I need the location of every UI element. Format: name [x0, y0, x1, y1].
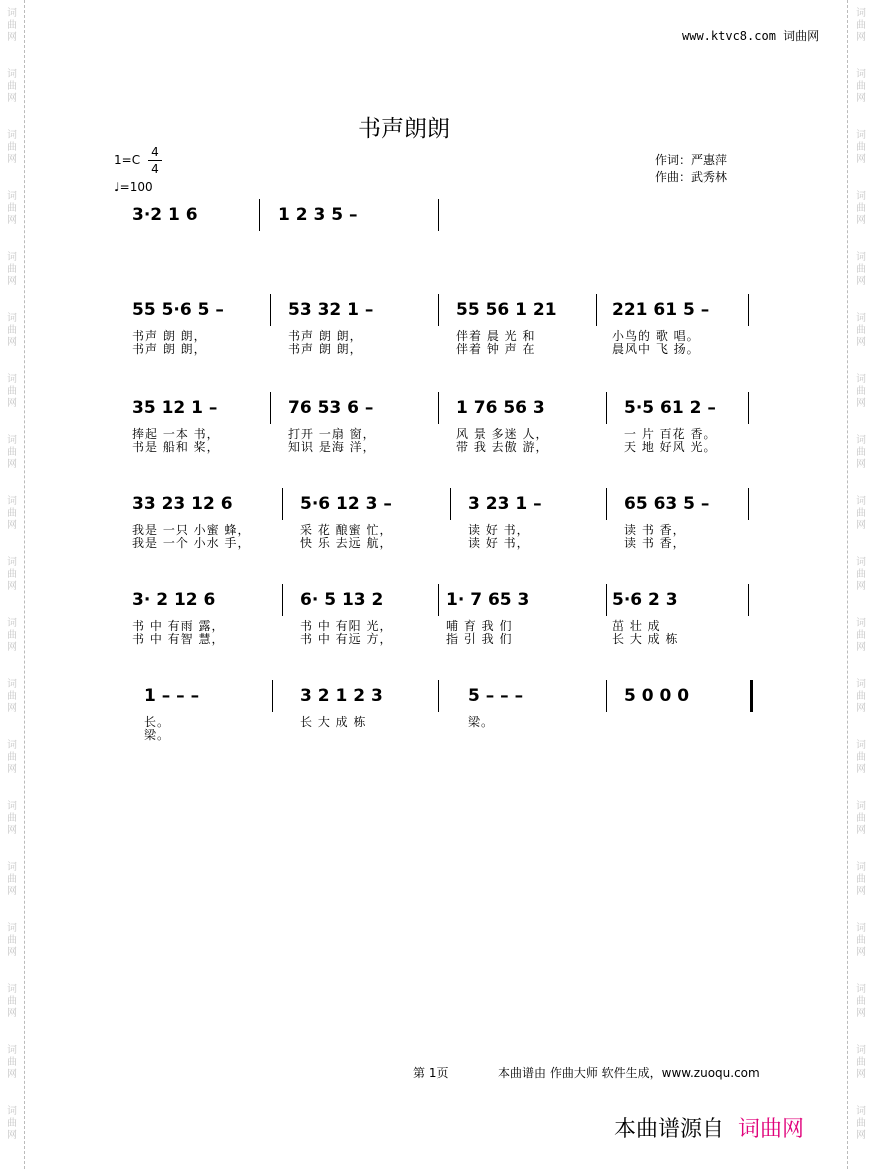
barline [438, 584, 439, 616]
lyric-verse-2: 伴着 钟 声 在 [456, 342, 536, 356]
watermark-text: 词 曲 网 [856, 435, 866, 470]
watermark-text: 词 曲 网 [856, 1045, 866, 1080]
measure-notes: 3·2 1 6 [132, 205, 198, 225]
measure-notes: 3 2 1 2 3 [300, 686, 383, 706]
barline [748, 488, 749, 520]
lyric-verse-1: 茁 壮 成 [612, 619, 661, 633]
watermark-text: 词 曲 网 [7, 69, 17, 104]
lyric-verse-2: 长 大 成 栋 [612, 632, 679, 646]
watermark-text: 词 曲 网 [856, 1106, 866, 1141]
measure-notes: 5 0 0 0 [624, 686, 690, 706]
barline [450, 488, 451, 520]
lyric-verse-2: 书 中 有智 慧， [132, 632, 225, 646]
song-title: 书声朗朗 [358, 116, 450, 142]
watermark-text: 词 曲 网 [856, 984, 866, 1019]
watermark-text: 词 曲 网 [7, 984, 17, 1019]
key-signature: 1=C [114, 153, 141, 167]
watermark-text: 词 曲 网 [7, 618, 17, 653]
watermark-text: 词 曲 网 [856, 374, 866, 409]
lyric-verse-1: 小鸟的 歌 唱。 [612, 329, 700, 343]
measure-notes: 1 – – – [144, 686, 200, 706]
watermark-text: 词 曲 网 [856, 679, 866, 714]
barline [259, 199, 260, 231]
lyric-verse-1: 哺 育 我 们 [446, 619, 513, 633]
measure-notes: 53 32 1 – [288, 300, 374, 320]
lyric-verse-2: 梁。 [144, 728, 171, 742]
watermark-text: 词 曲 网 [7, 8, 17, 43]
right-watermark-column [851, 0, 869, 1169]
lyric-verse-1: 读 书 香， [624, 523, 686, 537]
lyric-verse-1: 梁。 [468, 715, 495, 729]
watermark-text: 词 曲 网 [7, 923, 17, 958]
left-margin-line [24, 0, 25, 1169]
watermark-text: 词 曲 网 [856, 740, 866, 775]
page-number: 第 1页 [413, 1066, 449, 1080]
tempo-marking [114, 180, 153, 194]
barline [606, 488, 607, 520]
lyric-verse-2: 天 地 好风 光。 [624, 440, 717, 454]
lyric-verse-2: 知识 是海 洋， [288, 440, 376, 454]
watermark-text: 词 曲 网 [7, 1106, 17, 1141]
barline [438, 294, 439, 326]
site-url[interactable]: www.ktvc8.com 词曲网 [682, 29, 820, 43]
watermark-text: 词 曲 网 [856, 8, 866, 43]
measure-notes: 1 76 56 3 [456, 398, 545, 418]
left-watermark-column [2, 0, 22, 1169]
lyric-verse-1: 长 大 成 栋 [300, 715, 367, 729]
measure-notes: 55 5·6 5 – [132, 300, 224, 320]
lyric-verse-2: 书声 朗 朗， [288, 342, 363, 356]
watermark-text: 词 曲 网 [7, 1045, 17, 1080]
measure-notes: 33 23 12 6 [132, 494, 233, 514]
barline [748, 294, 749, 326]
barline [748, 392, 749, 424]
lyric-verse-1: 书 中 有阳 光， [300, 619, 393, 633]
credits [655, 152, 727, 186]
barline [438, 199, 439, 231]
watermark-text: 词 曲 网 [856, 923, 866, 958]
lyric-verse-2: 指 引 我 们 [446, 632, 513, 646]
source-credit [614, 1112, 804, 1143]
watermark-text: 词 曲 网 [856, 557, 866, 592]
watermark-text: 词 曲 网 [7, 191, 17, 226]
barline [606, 584, 607, 616]
lyric-verse-2: 书声 朗 朗， [132, 342, 207, 356]
lyric-verse-1: 我是 一只 小蜜 蜂， [132, 523, 251, 537]
watermark-text: 词 曲 网 [7, 679, 17, 714]
barline [606, 680, 607, 712]
barline [438, 392, 439, 424]
lyric-verse-1: 打开 一扇 窗， [288, 427, 376, 441]
barline [596, 294, 597, 326]
time-top: 4 [151, 145, 159, 159]
time-bottom: 4 [148, 160, 162, 177]
barline [750, 680, 753, 712]
lyric-verse-1: 读 好 书， [468, 523, 530, 537]
measure-notes: 3 23 1 – [468, 494, 542, 514]
measure-notes: 5·6 12 3 – [300, 494, 392, 514]
watermark-text: 词 曲 网 [856, 862, 866, 897]
lyric-verse-1: 书 中 有雨 露， [132, 619, 225, 633]
barline [748, 584, 749, 616]
barline [282, 584, 283, 616]
watermark-text: 词 曲 网 [7, 862, 17, 897]
measure-notes: 6· 5 13 2 [300, 590, 384, 610]
barline [272, 680, 273, 712]
right-margin-line [847, 0, 848, 1169]
time-signature [148, 144, 162, 177]
quarter-note-icon: ♩ [114, 180, 120, 194]
barline [270, 392, 271, 424]
watermark-text: 词 曲 网 [7, 313, 17, 348]
lyric-verse-2: 读 书 香， [624, 536, 686, 550]
watermark-text: 词 曲 网 [7, 801, 17, 836]
lyric-verse-1: 书声 朗 朗， [288, 329, 363, 343]
watermark-text: 词 曲 网 [7, 374, 17, 409]
watermark-text: 词 曲 网 [7, 130, 17, 165]
watermark-text: 词 曲 网 [856, 191, 866, 226]
measure-notes: 5·6 2 3 [612, 590, 678, 610]
composer: 作曲：武秀林 [655, 170, 728, 184]
tempo-value: =100 [119, 180, 153, 194]
watermark-text: 词 曲 网 [856, 252, 866, 287]
lyricist: 作词：严惠萍 [655, 153, 728, 167]
generator-note: 本曲谱由 作曲大师 软件生成，www.zuoqu.com [498, 1066, 760, 1080]
lyric-verse-2: 晨风中 飞 扬。 [612, 342, 700, 356]
watermark-text: 词 曲 网 [856, 618, 866, 653]
barline [270, 294, 271, 326]
measure-notes: 55 56 1 21 [456, 300, 557, 320]
measure-notes: 76 53 6 – [288, 398, 374, 418]
measure-notes: 35 12 1 – [132, 398, 218, 418]
lyric-verse-1: 伴着 晨 光 和 [456, 329, 536, 343]
lyric-verse-2: 读 好 书， [468, 536, 530, 550]
watermark-text: 词 曲 网 [7, 496, 17, 531]
lyric-verse-1: 捧起 一本 书， [132, 427, 220, 441]
measure-notes: 221 61 5 – [612, 300, 710, 320]
lyric-verse-2: 书是 船和 桨， [132, 440, 220, 454]
watermark-text: 词 曲 网 [856, 69, 866, 104]
barline [282, 488, 283, 520]
watermark-text: 词 曲 网 [856, 496, 866, 531]
barline [438, 680, 439, 712]
measure-notes: 1· 7 65 3 [446, 590, 530, 610]
measure-notes: 5·5 61 2 – [624, 398, 716, 418]
source-brand[interactable]: 词曲网 [738, 1117, 805, 1142]
watermark-text: 词 曲 网 [856, 130, 866, 165]
watermark-text: 词 曲 网 [856, 313, 866, 348]
lyric-verse-2: 我是 一个 小水 手， [132, 536, 251, 550]
watermark-text: 词 曲 网 [856, 801, 866, 836]
watermark-text: 词 曲 网 [7, 252, 17, 287]
lyric-verse-1: 一 片 百花 香。 [624, 427, 717, 441]
lyric-verse-1: 书声 朗 朗， [132, 329, 207, 343]
barline [606, 392, 607, 424]
lyric-verse-2: 书 中 有远 方， [300, 632, 393, 646]
measure-notes: 65 63 5 – [624, 494, 710, 514]
lyric-verse-2: 快 乐 去远 航， [300, 536, 393, 550]
lyric-verse-2: 带 我 去傲 游， [456, 440, 549, 454]
watermark-text: 词 曲 网 [7, 740, 17, 775]
watermark-text: 词 曲 网 [7, 435, 17, 470]
lyric-verse-1: 风 景 多迷 人， [456, 427, 549, 441]
source-prefix: 本曲谱源自 [614, 1117, 725, 1142]
lyric-verse-1: 长。 [144, 715, 171, 729]
lyric-verse-1: 采 花 酿蜜 忙， [300, 523, 393, 537]
measure-notes: 3· 2 12 6 [132, 590, 216, 610]
watermark-text: 词 曲 网 [7, 557, 17, 592]
measure-notes: 5 – – – [468, 686, 524, 706]
measure-notes: 1 2 3 5 – [278, 205, 358, 225]
